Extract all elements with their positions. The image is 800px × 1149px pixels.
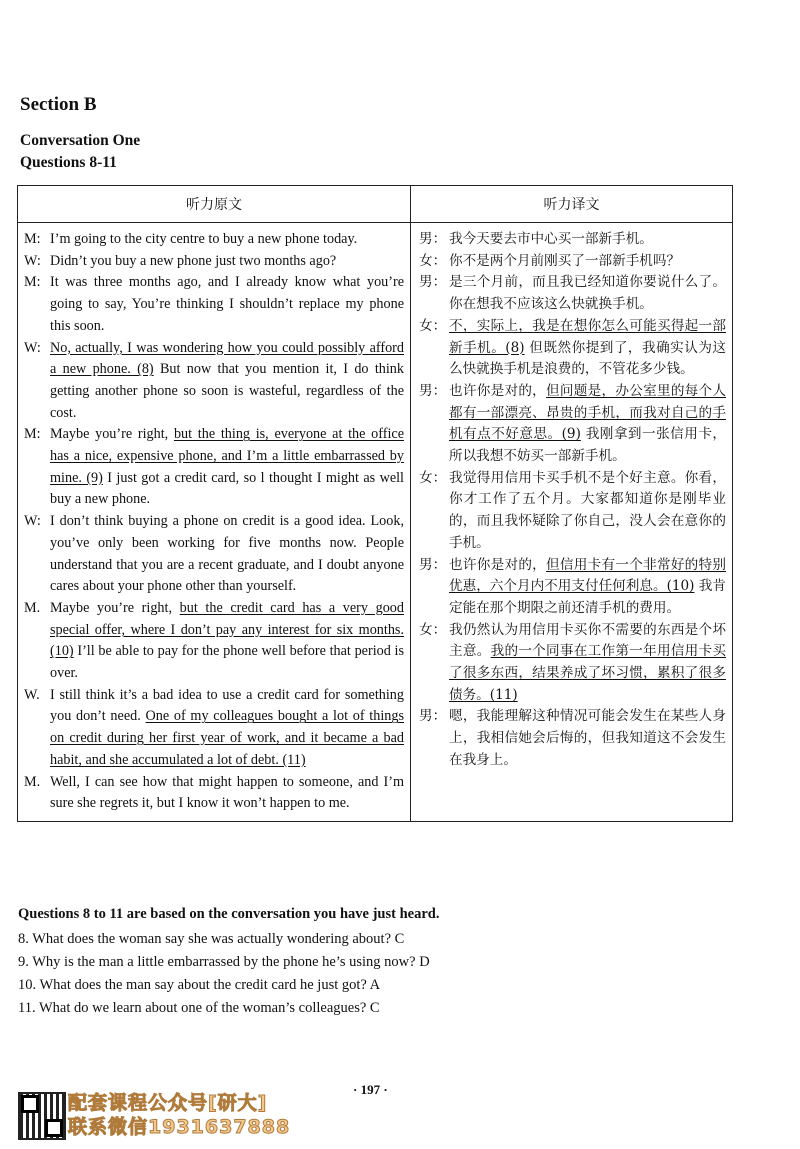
answer-underlined-text: but the credit card has a very good special offer, where I don’t pay any interest for six months. (10) [50, 599, 404, 660]
utterance [50, 772, 404, 815]
speaker-label: W: [24, 252, 41, 269]
speaker-label: 女： [419, 252, 447, 269]
answer-underlined-text: One of my colleagues bought a lot of things on credit during her first year of work, and it became a bad habit, and she accumulated a lot of debt. (11) [50, 708, 404, 768]
utterance-text: I’m going to the city centre to buy a new phone today. [50, 231, 358, 247]
utterance-text: 我仍然认为用信用卡买你不需要的东西是个坏主意。 [449, 621, 726, 660]
utterance [50, 338, 404, 425]
utterance-text: Maybe you’re right, [50, 599, 180, 616]
translated-turn [419, 468, 726, 555]
original-turn [24, 424, 404, 511]
original-turn [24, 229, 404, 251]
original-turn [24, 251, 404, 273]
utterance [50, 424, 404, 511]
answer-underlined-text: 我的一个同事在工作第一年用信用卡买了很多东西，结果养成了坏习惯，累积了很多债务。(11) [449, 643, 727, 703]
qr-code-icon [18, 1092, 66, 1140]
utterance-text: I just got a credit card, so l thought I might as well buy a new phone. [50, 469, 405, 508]
utterance-text: Didn’t you buy a new phone just two months ago? [50, 252, 337, 269]
utterance-text: 我刚拿到一张信用卡，所以我想不妨买一部新手机。 [449, 426, 726, 465]
utterance [50, 598, 404, 685]
translated-turn [419, 229, 726, 251]
transcript-header-row [18, 186, 733, 223]
answer-underlined-text: 但信用卡有一个非常好的特别优惠，六个月内不用支付任何利息。(10) [449, 556, 727, 595]
speaker-label: M: [24, 231, 41, 247]
utterance-text: 嗯，我能理解这种情况可能会发生在某些人身上，我相信她会后悔的，但我知道这不会发生在我身上。 [449, 708, 726, 768]
utterance-text: 也许你是对的， [449, 556, 547, 573]
speaker-label: M. [24, 773, 41, 790]
original-turn [24, 685, 404, 772]
page-number: · 197 · [353, 1082, 388, 1097]
speaker-label: W: [24, 513, 41, 530]
utterance [50, 229, 404, 251]
utterance [449, 620, 726, 707]
utterance-text: I don’t think buying a phone on credit is a good idea. Look, you’ve only been working for five months now. People understand that you are a recent graduate, and I doubt anyone cares about your phone other than yourself. [50, 513, 404, 595]
utterance [449, 381, 726, 468]
watermark-line-2: 联系微信1931637888 [68, 1116, 291, 1138]
utterance [449, 555, 726, 620]
original-turn [24, 338, 404, 425]
utterance [50, 251, 404, 273]
speaker-label: 男： [419, 556, 447, 573]
utterance-text: Maybe you’re right, [50, 426, 174, 443]
speaker-label: 女： [419, 469, 447, 486]
question-item: 8. What does the woman say she was actually wondering about? C [18, 931, 405, 947]
utterance-text: Well, I can see how that might happen to someone, and I’m sure she regrets it, but I know it won’t happen to me. [50, 773, 404, 812]
utterance [50, 685, 404, 772]
conversation-heading [20, 130, 140, 174]
utterance-text: 但既然你提到了，我确实认为这么快就换手机是浪费的，不管花多少钱。 [449, 339, 726, 378]
transcript-body-row [18, 223, 733, 822]
speaker-label: W. [24, 686, 40, 703]
utterance-text: 我觉得用信用卡买手机不是个好主意。你看，你才工作了五个月。大家都知道你是刚毕业的，而且我怀疑除了你自己，没人会在意你的手机。 [449, 469, 726, 551]
conversation-title: Conversation One [20, 132, 141, 149]
utterance [50, 511, 404, 598]
section-title: Section B [20, 94, 97, 115]
original-transcript [18, 223, 411, 822]
original-turn [24, 511, 404, 598]
utterance-text: 我肯定能在那个期限之前还清手机的费用。 [449, 578, 727, 616]
utterance [449, 272, 726, 315]
utterance [449, 468, 726, 555]
original-turn [24, 598, 404, 685]
utterance [449, 316, 726, 381]
translated-turn [419, 316, 726, 381]
translated-transcript [411, 223, 733, 822]
utterance [449, 229, 726, 251]
question-item: 10. What does the man say about the credit card he just got? A [18, 977, 381, 993]
speaker-label: 男： [419, 708, 447, 725]
utterance [449, 706, 726, 771]
speaker-label: 女： [419, 621, 447, 638]
utterance-text: 我今天要去市中心买一部新手机。 [449, 231, 653, 247]
translated-turn [419, 381, 726, 468]
questions-range: Questions 8-11 [20, 154, 117, 171]
speaker-label: 女： [419, 317, 447, 334]
utterance-text: But now that you mention it, I do think getting another phone so soon is wasteful, regardless of the cost. [50, 361, 404, 421]
questions-list [18, 928, 430, 1020]
speaker-label: 男： [419, 274, 447, 291]
speaker-label: 男： [419, 382, 447, 399]
header-translation: 听力译文 [411, 186, 733, 223]
utterance-text: I still think it’s a bad idea to use a credit card for something you don’t need. [50, 686, 404, 725]
speaker-label: M: [24, 274, 41, 291]
original-turn [24, 772, 404, 815]
speaker-label: M: [24, 426, 41, 443]
translated-turn [419, 555, 726, 620]
original-turn [24, 272, 404, 337]
transcript-table [17, 185, 733, 822]
utterance [50, 272, 404, 337]
header-original: 听力原文 [18, 186, 411, 223]
utterance-text: I’ll be able to pay for the phone well before that period is over. [50, 643, 404, 682]
answer-underlined-text: 不，实际上，我是在想你怎么可能买得起一部新手机。(8) [449, 317, 726, 356]
watermark-line-1: 配套课程公众号[研大] [68, 1092, 268, 1114]
answer-underlined-text: but the thing is, everyone at the office has a nice, expensive phone, and I’m a little embarrassed by mine. (9) [50, 426, 404, 486]
speaker-label: W: [24, 339, 41, 356]
translated-turn [419, 272, 726, 315]
translated-turn [419, 706, 726, 771]
utterance [449, 251, 726, 273]
question-item: 9. Why is the man a little embarrassed by the phone he’s using now? D [18, 954, 430, 970]
translated-turn [419, 620, 726, 707]
question-item: 11. What do we learn about one of the woman’s colleagues? C [18, 1000, 380, 1016]
questions-heading: Questions 8 to 11 are based on the conversation you have just heard. [18, 906, 440, 922]
speaker-label: 男： [419, 231, 447, 247]
utterance-text: 是三个月前，而且我已经知道你要说什么了。你在想我不应该这么快就换手机。 [449, 274, 726, 313]
answer-underlined-text: No, actually, I was wondering how you could possibly afford a new phone. (8) [50, 339, 404, 378]
answer-underlined-text: 但问题是，办公室里的每个人都有一部漂亮、昂贵的手机，而我对自己的手机有点不好意思。(9) [449, 382, 727, 443]
utterance-text: 你不是两个月前刚买了一部新手机吗？ [449, 252, 681, 269]
utterance-text: It was three months ago, and I already know what you’re going to say, You’re thinking I shouldn’t replace my phone this soon. [50, 274, 404, 334]
speaker-label: M. [24, 599, 41, 616]
translated-turn [419, 251, 726, 273]
utterance-text: 也许你是对的， [449, 382, 547, 399]
